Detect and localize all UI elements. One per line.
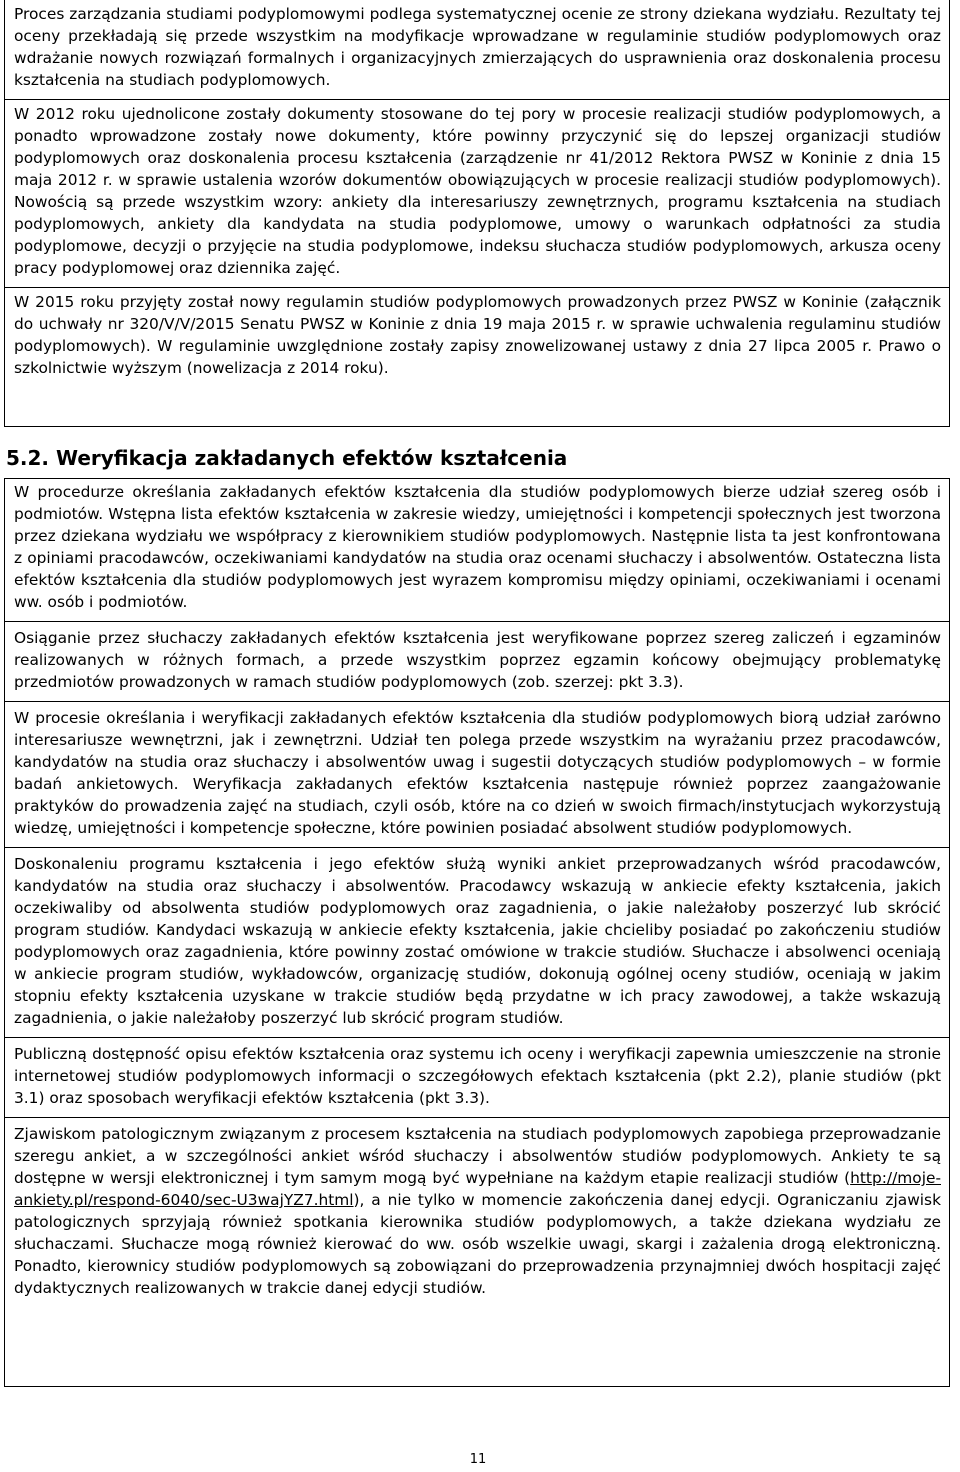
paragraph-surveys: Doskonaleniu programu kształcenia i jego efektów służą wyniki ankiet przeprowadzanych wśród pracodawców, kandydatów na studia oraz słuchaczy i absolwentów. Pracodawcy wskazują w ankiecie efekty kształcenia, jakich oczekiwaliby od absolwenta studiów podyplomowych oraz zagadnienia, o jakie należałoby poszerzyć lub skrócić program studiów. Kandydaci wskazują w ankiecie efekty kształcenia, jakie chcieliby posiadać po zakończeniu studiów podyplomowych oraz zagadnienia, które powinny zostać omówione w trakcie studiów. Słuchacze i absolwenci oceniają w ankiecie program studiów, wykładowców, organizację studiów, dokonują ogólnej oceny studiów, oceniają w jakim stopniu efekty kształcenia uzyskane w trakcie studiów będą przydatne w ich pracy zawodowej, a także wskazują zagadnienia, o jakie należałoby poszerzyć lub skrócić program studiów.: [5, 847, 949, 1037]
section-heading: 5.2. Weryfikacja zakładanych efektów kształcenia: [6, 446, 568, 470]
paragraph-evaluation: Proces zarządzania studiami podyplomowymi podlega systematycznej ocenie ze strony dziekana wydziału. Rezultaty tej oceny przekładają się przede wszystkim na modyfikacje wprowadzane w regulaminie studiów podyplomowych oraz wdrażanie nowych rozwiązań formalnych i organizacyjnych zmierzających do usprawnienia oraz doskonalenia procesu kształcenia na studiach podyplomowych.: [14, 5, 941, 89]
paragraph-documents-2012: W 2012 roku ujednolicone zostały dokumenty stosowane do tej pory w procesie realizacji studiów podyplomowych, a ponadto wprowadzone zostały nowe dokumenty, które powinny przyczynić się do lepszej organizacji studiów podyplomowych oraz doskonalenia procesu kształcenia (zarządzenie nr 41/2012 Rektora PWSZ w Koninie z dnia 15 maja 2012 r. w sprawie ustalenia wzorów dokumentów obowiązujących w procesie realizacji studiów podyplomowych). Nowością są przede wszystkim wzory: ankiety dla interesariuszy zewnętrznych, programu kształcenia na studiach podyplomowych, ankiety dla kandydata na studia podyplomowe, umowy o warunkach odpłatności za studia podyplomowe, decyzji o przyjęcie na studia podyplomowe, indeksu słuchacza studiów podyplomowych, arkusza oceny pracy podyplomowej oraz dziennika zajęć.: [5, 99, 949, 287]
paragraph-achieving-outcomes: Osiąganie przez słuchaczy zakładanych efektów kształcenia jest weryfikowane poprzez szereg zaliczeń i egzaminów realizowanych w różnych formach, a przede wszystkim poprzez egzamin końcowy obejmujący problematykę przedmiotów prowadzonych w ramach studiów podyplomowych (zob. szerzej: pkt 3.3).: [5, 621, 949, 701]
pathologies-text-end: ), a nie tylko w momencie zakończenia danej edycji. Ograniczaniu zjawisk patologicznych sprzyjają również spotkania kierownika studiów podyplomowych, a także dziekana wydziału ze słuchaczami. Słuchacze mogą również kierować do ww. osób wszelkie uwagi, skargi i zażalenia drogą elektroniczną. Ponadto, kierownicy studiów podyplomowych są zobowiązani do przeprowadzenia przynajmniej dwóch hospitacji zajęć dydaktycznych realizowanych w trakcie danej edycji studiów.: [14, 1191, 941, 1297]
verification-text-box: [4, 478, 950, 1387]
paragraph-regulations-2015: W 2015 roku przyjęty został nowy regulamin studiów podyplomowych prowadzonych przez PWSZ w Koninie (załącznik do uchwały nr 320/V/V/2015 Senatu PWSZ w Koninie z dnia 19 maja 2015 r. w sprawie uchwalenia regulaminu studiów podyplomowych). W regulaminie uwzględnione zostały zapisy znowelizowanej ustawy z dnia 27 lipca 2005 r. Prawo o szkolnictwie wyższym (nowelizacja z 2014 roku).: [5, 287, 949, 387]
paragraph-stakeholders: W procesie określania i weryfikacji zakładanych efektów kształcenia dla studiów podyplomowych biorą udział zarówno interesariusze wewnętrzni, jak i zewnętrzni. Udział ten polega przede wszystkim na wyrażaniu przez pracodawców, kandydatów na studia oraz słuchaczy i absolwentów uwag i sugestii dotyczących studiów podyplomowych – w formie badań ankietowych. Weryfikacja zakładanych efektów kształcenia następuje również poprzez zaangażowanie praktyków do prowadzenia zajęć na studiach, czyli osób, które na co dzień w swoich firmach/instytucjach wykorzystują wiedzę, umiejętności i kompetencje społeczne, które powinien posiadać absolwent studiów podyplomowych.: [5, 701, 949, 847]
survey-link[interactable]: http://moje-ankiety.pl/respond-6040/sec-U3wajYZ7.html: [14, 1169, 941, 1209]
pathologies-text-start: Zjawiskom patologicznym związanym z procesem kształcenia na studiach podyplomowych zapobiega przeprowadzanie szeregu ankiet, a w szczególności ankiet wśród słuchaczy i absolwentów studiów podyplomowych. Ankiety te są dostępne w wersji elektronicznej i tym samym mogą być wypełniane na każdym etapie realizacji studiów (: [14, 1125, 941, 1187]
page-number: 11: [469, 1452, 487, 1467]
intro-text-box: [4, 0, 950, 427]
paragraph-pathologies: [5, 1117, 949, 1307]
paragraph-defining-outcomes: W procedurze określania zakładanych efektów kształcenia dla studiów podyplomowych bierze udział szereg osób i podmiotów. Wstępna lista efektów kształcenia w zakresie wiedzy, umiejętności i kompetencji społecznych jest tworzona przez dziekana wydziału we współpracy z kierownikiem studiów podyplomowych. Następnie lista ta jest konfrontowana z opiniami pracodawców, oczekiwaniami kandydatów na studia oraz ocenami słuchaczy i absolwentów. Ostateczna lista efektów kształcenia dla studiów podyplomowych jest wyrazem kompromisu między opiniami, oczekiwaniami i ocenami ww. osób i podmiotów.: [14, 483, 941, 611]
paragraph-public-access: Publiczną dostępność opisu efektów kształcenia oraz systemu ich oceny i weryfikacji zapewnia umieszczenie na stronie internetowej studiów podyplomowych informacji o szczegółowych efektach kształcenia (pkt 2.2), planie studiów (pkt 3.1) oraz sposobach weryfikacji efektów kształcenia (pkt 3.3).: [5, 1037, 949, 1117]
